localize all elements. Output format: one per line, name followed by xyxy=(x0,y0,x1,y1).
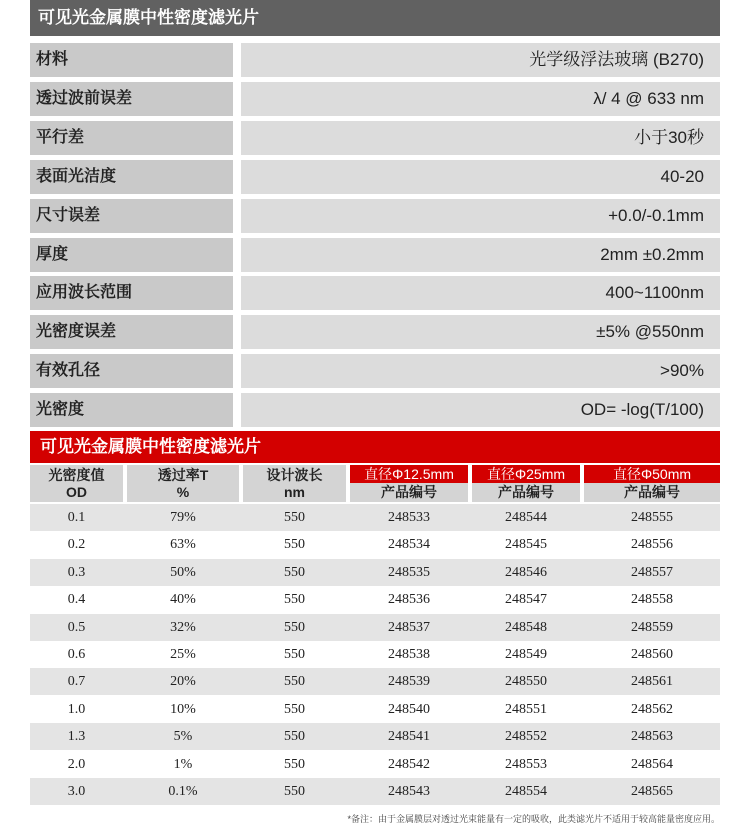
cell-part-d25: 248545 xyxy=(505,537,547,553)
cell-transmittance: 79% xyxy=(170,510,196,525)
cell-part-d25: 248554 xyxy=(505,784,547,799)
cell-wavelength: 550 xyxy=(284,729,305,745)
cell-od: 0.6 xyxy=(67,647,86,662)
cell-part-d12: 248536 xyxy=(388,592,430,608)
cell-part-d50: 248556 xyxy=(631,537,673,553)
cell-transmittance: 1% xyxy=(173,756,193,772)
spec-label: 材料 xyxy=(30,43,233,77)
table-row xyxy=(30,641,720,668)
cell-wavelength: 550 xyxy=(284,674,305,690)
cell-part-d50: 248563 xyxy=(631,729,673,745)
table-row xyxy=(30,668,720,695)
header-wavelength-line2: nm xyxy=(284,484,305,500)
cell-part-d12: 248540 xyxy=(388,701,430,717)
cell-wavelength: 550 xyxy=(284,647,305,662)
cell-part-d25: 248548 xyxy=(505,619,547,635)
cell-od: 1.3 xyxy=(67,729,86,745)
cell-od: 0.4 xyxy=(67,592,86,608)
header-d50-label: 产品编号 xyxy=(584,483,720,502)
cell-part-d12: 248538 xyxy=(388,647,430,662)
table-row xyxy=(30,778,720,805)
table-row xyxy=(30,723,720,750)
cell-part-d12: 248534 xyxy=(388,537,430,553)
header-d25-label: 产品编号 xyxy=(472,483,580,502)
cell-part-d12: 248537 xyxy=(388,619,430,635)
cell-part-d50: 248558 xyxy=(631,592,673,608)
table-row xyxy=(30,504,720,531)
spec-label: 厚度 xyxy=(30,238,233,272)
cell-od: 3.0 xyxy=(67,784,86,799)
cell-part-d50: 248560 xyxy=(631,647,673,662)
spec-value: 2mm ±0.2mm xyxy=(241,238,720,272)
cell-part-d25: 248550 xyxy=(505,674,547,690)
spec-row xyxy=(30,354,720,388)
spec-value: +0.0/-0.1mm xyxy=(241,199,720,233)
spec-section-title: 可见光金属膜中性密度滤光片 xyxy=(30,0,720,36)
cell-part-d12: 248535 xyxy=(388,564,430,580)
cell-part-d50: 248557 xyxy=(631,564,673,580)
cell-part-d12: 248543 xyxy=(388,784,430,799)
spec-row xyxy=(30,393,720,427)
product-table-title: 可见光金属膜中性密度滤光片 xyxy=(30,431,720,463)
cell-od: 0.5 xyxy=(67,619,86,635)
cell-od: 0.1 xyxy=(67,510,86,525)
spec-label: 平行差 xyxy=(30,121,233,155)
cell-od: 1.0 xyxy=(67,701,86,717)
cell-part-d50: 248564 xyxy=(631,756,673,772)
cell-part-d25: 248547 xyxy=(505,592,547,608)
cell-part-d50: 248555 xyxy=(631,510,673,525)
cell-transmittance: 5% xyxy=(173,729,193,745)
cell-transmittance: 25% xyxy=(170,647,196,662)
table-row xyxy=(30,586,720,613)
cell-part-d12: 248533 xyxy=(388,510,430,525)
header-d12-size: 直径Φ12.5mm xyxy=(350,465,468,483)
cell-part-d50: 248561 xyxy=(631,674,673,690)
header-d50 xyxy=(584,465,720,502)
spec-label: 光密度误差 xyxy=(30,315,233,349)
header-transmittance-line2: % xyxy=(176,484,190,500)
spec-row xyxy=(30,43,720,77)
cell-od: 0.3 xyxy=(67,564,86,580)
cell-transmittance: 10% xyxy=(170,701,196,717)
cell-transmittance: 32% xyxy=(170,619,196,635)
spec-row xyxy=(30,238,720,272)
spec-row xyxy=(30,315,720,349)
cell-transmittance: 63% xyxy=(170,537,196,553)
footnote: *备注：由于金属膜层对透过光束能量有一定的吸收，此类滤光片不适用于较高能量密度应用。 xyxy=(347,814,720,824)
cell-part-d12: 248539 xyxy=(388,674,430,690)
cell-part-d25: 248544 xyxy=(505,510,547,525)
spec-value: 小于30秒 xyxy=(241,121,720,155)
cell-od: 0.2 xyxy=(67,537,86,553)
cell-od: 0.7 xyxy=(67,674,86,690)
cell-wavelength: 550 xyxy=(284,701,305,717)
table-row xyxy=(30,614,720,641)
table-row xyxy=(30,531,720,558)
header-d12 xyxy=(350,465,468,502)
header-d12-label: 产品编号 xyxy=(350,483,468,502)
header-d50-size: 直径Φ50mm xyxy=(584,465,720,483)
cell-wavelength: 550 xyxy=(284,537,305,553)
spec-row xyxy=(30,276,720,310)
header-d25 xyxy=(472,465,580,502)
spec-label: 尺寸误差 xyxy=(30,199,233,233)
header-wavelength-line1: 设计波长 xyxy=(266,467,323,483)
cell-transmittance: 50% xyxy=(170,564,196,580)
spec-value: OD= -log(T/100) xyxy=(241,393,720,427)
cell-part-d50: 248559 xyxy=(631,619,673,635)
header-transmittance xyxy=(127,465,239,502)
header-transmittance-line1: 透过率T xyxy=(157,467,209,483)
cell-part-d12: 248542 xyxy=(388,756,430,772)
table-row xyxy=(30,696,720,723)
spec-value: 光学级浮法玻璃 (B270) xyxy=(241,43,720,77)
spec-label: 有效孔径 xyxy=(30,354,233,388)
cell-part-d25: 248551 xyxy=(505,701,547,717)
header-wavelength xyxy=(243,465,346,502)
cell-part-d25: 248553 xyxy=(505,756,547,772)
cell-part-d25: 248546 xyxy=(505,564,547,580)
cell-wavelength: 550 xyxy=(284,619,305,635)
cell-wavelength: 550 xyxy=(284,510,305,525)
spec-row xyxy=(30,160,720,194)
cell-part-d50: 248565 xyxy=(631,784,673,799)
cell-part-d50: 248562 xyxy=(631,701,673,717)
spec-label: 表面光洁度 xyxy=(30,160,233,194)
spec-label: 应用波长范围 xyxy=(30,276,233,310)
table-row xyxy=(30,751,720,778)
header-od-line1: 光密度值 xyxy=(48,467,105,483)
cell-wavelength: 550 xyxy=(284,756,305,772)
cell-transmittance: 40% xyxy=(170,592,196,608)
cell-wavelength: 550 xyxy=(284,564,305,580)
spec-row xyxy=(30,199,720,233)
header-od xyxy=(30,465,123,502)
cell-wavelength: 550 xyxy=(284,592,305,608)
header-d25-size: 直径Φ25mm xyxy=(472,465,580,483)
spec-value: 400~1100nm xyxy=(241,276,720,310)
spec-label: 光密度 xyxy=(30,393,233,427)
spec-value: >90% xyxy=(241,354,720,388)
spec-value: 40-20 xyxy=(241,160,720,194)
cell-transmittance: 20% xyxy=(170,674,196,690)
cell-part-d25: 248552 xyxy=(505,729,547,745)
header-od-line2: OD xyxy=(66,484,87,500)
table-row xyxy=(30,559,720,586)
spec-label: 透过波前误差 xyxy=(30,82,233,116)
cell-wavelength: 550 xyxy=(284,784,305,799)
cell-part-d12: 248541 xyxy=(388,729,430,745)
spec-value: λ/ 4 @ 633 nm xyxy=(241,82,720,116)
cell-od: 2.0 xyxy=(67,756,86,772)
spec-row xyxy=(30,82,720,116)
cell-part-d25: 248549 xyxy=(505,647,547,662)
cell-transmittance: 0.1% xyxy=(168,784,198,799)
spec-row xyxy=(30,121,720,155)
spec-value: ±5% @550nm xyxy=(241,315,720,349)
